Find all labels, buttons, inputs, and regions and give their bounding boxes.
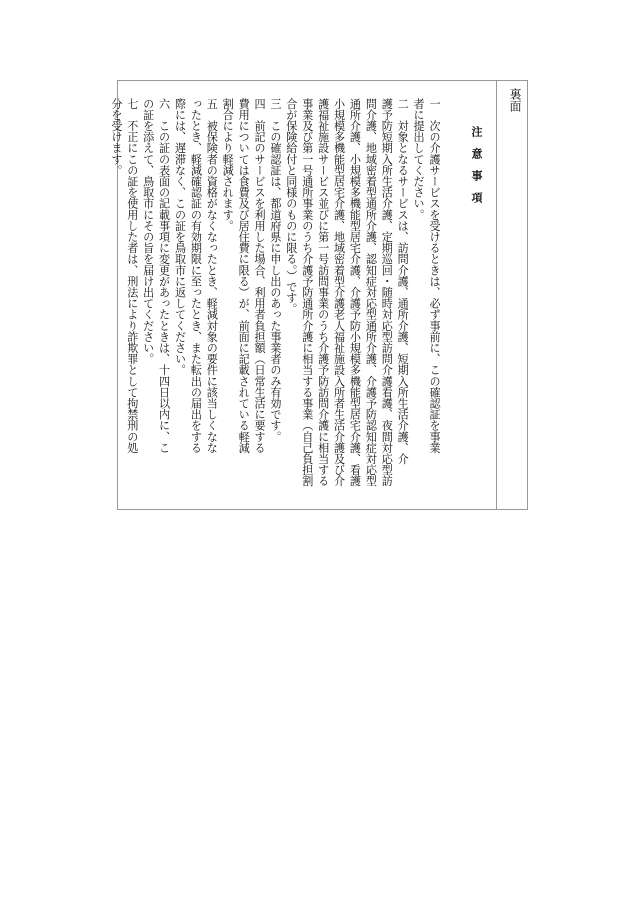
text-column: 護予防短期入所生活介護、定期巡回・随時対応型訪問介護看護、夜間対応型訪: [380, 98, 394, 487]
text-column: 七 不正にこの証を使用した者は、刑法により詐欺罪として拘禁刑の処: [125, 98, 139, 454]
text-column: の証を添えて、鳥取市にその旨を届け出てください。: [141, 98, 155, 365]
text-column: 割合により軽減されます。: [221, 98, 235, 232]
text-column: 三 この確認証は、都道府県に申し出のあった事業者のみ有効です。: [268, 98, 282, 443]
notes-heading: 注意事項: [470, 126, 483, 214]
text-column: 四 前記のサービスを利用した場合、利用者負担額（日常生活に要する: [253, 98, 267, 454]
text-column: 小規模多機能型居宅介護、地域密着型介護老人福祉施設入所者生活介護及び介: [332, 98, 346, 487]
text-column: 五 被保険者の資格がなくなったとき、軽減対象の要件に該当しくなな: [205, 98, 219, 454]
text-column: 通所介護、小規模多機能型居宅介護、介護予防小規模多機能型居宅介護、看護: [348, 98, 362, 487]
back-side-label: 裏面: [508, 88, 522, 112]
text-column: ったとき、軽減確認証の有効期限に至ったとき、また転出の届出をする: [189, 98, 203, 454]
text-column: 際には、遅滞なく、この証を鳥取市に返してください。: [173, 98, 187, 376]
notes-body: [108, 98, 442, 500]
text-column: 分を受けます。: [109, 98, 123, 176]
text-column: 護福祉施設サービス並びに第一号訪問事業のうち介護予防訪問介護に相当する: [316, 98, 330, 487]
text-column: 者に提出してください。: [412, 98, 426, 221]
text-column: 合が保険給付と同様のものに限る。）です。: [284, 98, 298, 315]
text-column: 二 対象となるサービスは、訪問介護、通所介護、短期入所生活介護、介: [396, 98, 410, 465]
text-column: 費用については食費及び居住費に限る）が、前面に記載されている軽減: [237, 98, 251, 454]
text-column: 六 この証の表面の記載事項に変更があったときは、十四日以内に、こ: [157, 98, 171, 454]
text-column: 事業及び第一号通所事業のうち介護予防通所介護に相当する事業（自己負担割: [300, 98, 314, 487]
sidebar-divider: [496, 80, 497, 510]
text-column: 問介護、地域密着型通所介護、認知症対応型通所介護、介護予防認知症対応型: [364, 98, 378, 487]
text-column: 一 次の介護サービスを受けるときは、必ず事前に、この確認証を事業: [428, 98, 441, 454]
